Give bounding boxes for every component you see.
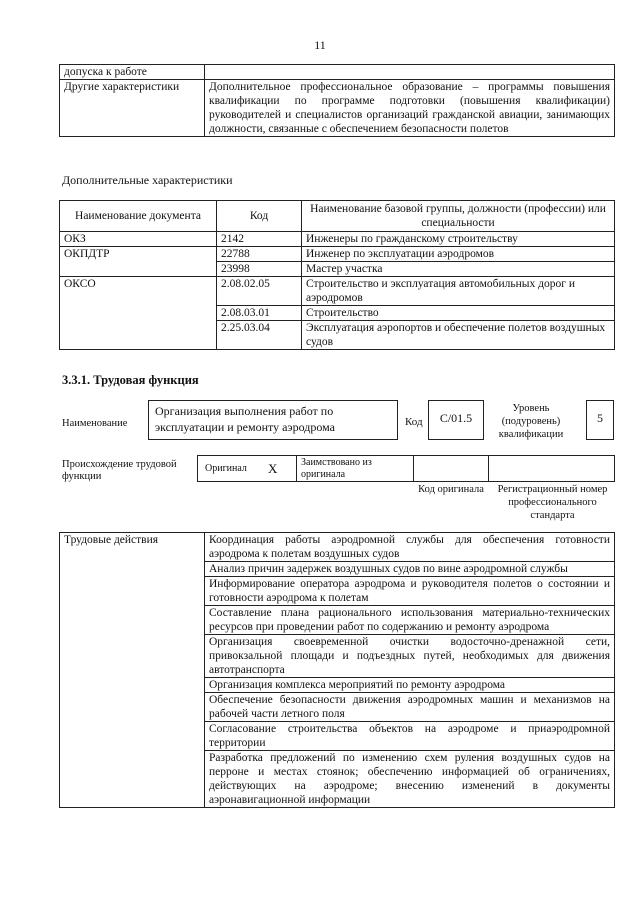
action-item: Анализ причин задержек воздушных судов по вине аэродромной службы bbox=[205, 562, 615, 577]
action-item: Координация работы аэродромной службы для обеспечения готовности аэродрома к полетам воздушных судов bbox=[205, 533, 615, 562]
row-value: Дополнительное профессиональное образование – программы повышения квалификации по программе подготовки (повышения квалификации) руководителей и специалистов организаций гражданской авиации, занимающих должности, связанные с обеспечением безопасности полетов bbox=[205, 80, 615, 137]
function-name-box: Организация выполнения работ по эксплуатации и ремонту аэродрома bbox=[148, 400, 398, 440]
additional-title: Дополнительные характеристики bbox=[62, 173, 233, 187]
reg-number-box bbox=[488, 455, 615, 482]
original-mark: X bbox=[268, 461, 278, 476]
action-item: Информирование оператора аэродрома и руководителя полетов о состоянии и готовности аэродрома к полетам bbox=[205, 577, 615, 606]
code-label: Код bbox=[405, 416, 423, 428]
original-label: Оригинал bbox=[205, 463, 247, 474]
cell-name: Инженеры по гражданскому строительству bbox=[302, 232, 615, 247]
table-row bbox=[60, 533, 615, 562]
cell-name: Строительство и эксплуатация автомобильных дорог и аэродромов bbox=[302, 277, 615, 306]
table-row bbox=[60, 80, 615, 137]
action-item: Составление плана рационального использования материально-технических ресурсов при проведении работ по содержанию и ремонту аэродрома bbox=[205, 606, 615, 635]
action-item: Организация комплекса мероприятий по ремонту аэродрома bbox=[205, 678, 615, 693]
table-header-row bbox=[60, 201, 615, 232]
table-row bbox=[60, 65, 615, 80]
function-heading: 3.3.1. Трудовая функция bbox=[62, 373, 199, 387]
header-code: Код bbox=[217, 201, 302, 232]
code-original-box bbox=[413, 455, 489, 482]
table-row bbox=[60, 247, 615, 262]
cell-name: Строительство bbox=[302, 306, 615, 321]
actions-label: Трудовые действия bbox=[60, 533, 205, 808]
row-value bbox=[205, 65, 615, 80]
action-item: Организация своевременной очистки водосточно-дренажной сети, привокзальной площади и подъездных путей, необходимых для движения автотранспорта bbox=[205, 635, 615, 678]
cell-name: Эксплуатация аэропортов и обеспечение полетов воздушных судов bbox=[302, 321, 615, 350]
cell-code: 2.25.03.04 bbox=[217, 321, 302, 350]
reg-number-label: Регистрационный номер профессионального стандарта bbox=[497, 484, 608, 521]
cell-code: 2.08.02.05 bbox=[217, 277, 302, 306]
function-code-box: С/01.5 bbox=[428, 400, 484, 440]
header-doc: Наименование документа bbox=[60, 201, 217, 232]
action-item: Согласование строительства объектов на аэродроме и приаэродромной территории bbox=[205, 722, 615, 751]
action-item: Обеспечение безопасности движения аэродромных машин и механизмов на рабочей части летного поля bbox=[205, 693, 615, 722]
level-label: Уровень (подуровень) квалификации bbox=[498, 403, 564, 440]
characteristics-table bbox=[59, 64, 615, 137]
additional-characteristics-table bbox=[59, 200, 615, 350]
page-number: 11 bbox=[314, 38, 326, 52]
cell-doc: ОКПДТР bbox=[60, 247, 217, 277]
cell-name: Мастер участка bbox=[302, 262, 615, 277]
original-box bbox=[197, 455, 297, 482]
cell-code: 2.08.03.01 bbox=[217, 306, 302, 321]
action-item: Разработка предложений по изменению схем руления воздушных судов на перроне и местах стоянок; обеспечению информацией об ограничениях, действующих на аэродроме; внесению изменений в документы аэронавигационной информации bbox=[205, 751, 615, 808]
cell-name: Инженер по эксплуатации аэродромов bbox=[302, 247, 615, 262]
table-row bbox=[60, 277, 615, 306]
row-label: допуска к работе bbox=[60, 65, 205, 80]
level-box: 5 bbox=[586, 400, 614, 440]
cell-doc: ОКСО bbox=[60, 277, 217, 350]
origin-label: Происхождение трудовой функции bbox=[62, 459, 177, 482]
header-name: Наименование базовой группы, должности (профессии) или специальности bbox=[302, 201, 615, 232]
cell-doc: ОКЗ bbox=[60, 232, 217, 247]
row-label: Другие характеристики bbox=[60, 80, 205, 137]
cell-code: 22788 bbox=[217, 247, 302, 262]
table-row bbox=[60, 232, 615, 247]
name-label: Наименование bbox=[62, 418, 128, 429]
cell-code: 23998 bbox=[217, 262, 302, 277]
cell-code: 2142 bbox=[217, 232, 302, 247]
borrowed-box: Заимствовано из оригинала bbox=[296, 455, 414, 482]
labor-actions-table bbox=[59, 532, 615, 808]
code-original-label: Код оригинала bbox=[418, 484, 484, 495]
